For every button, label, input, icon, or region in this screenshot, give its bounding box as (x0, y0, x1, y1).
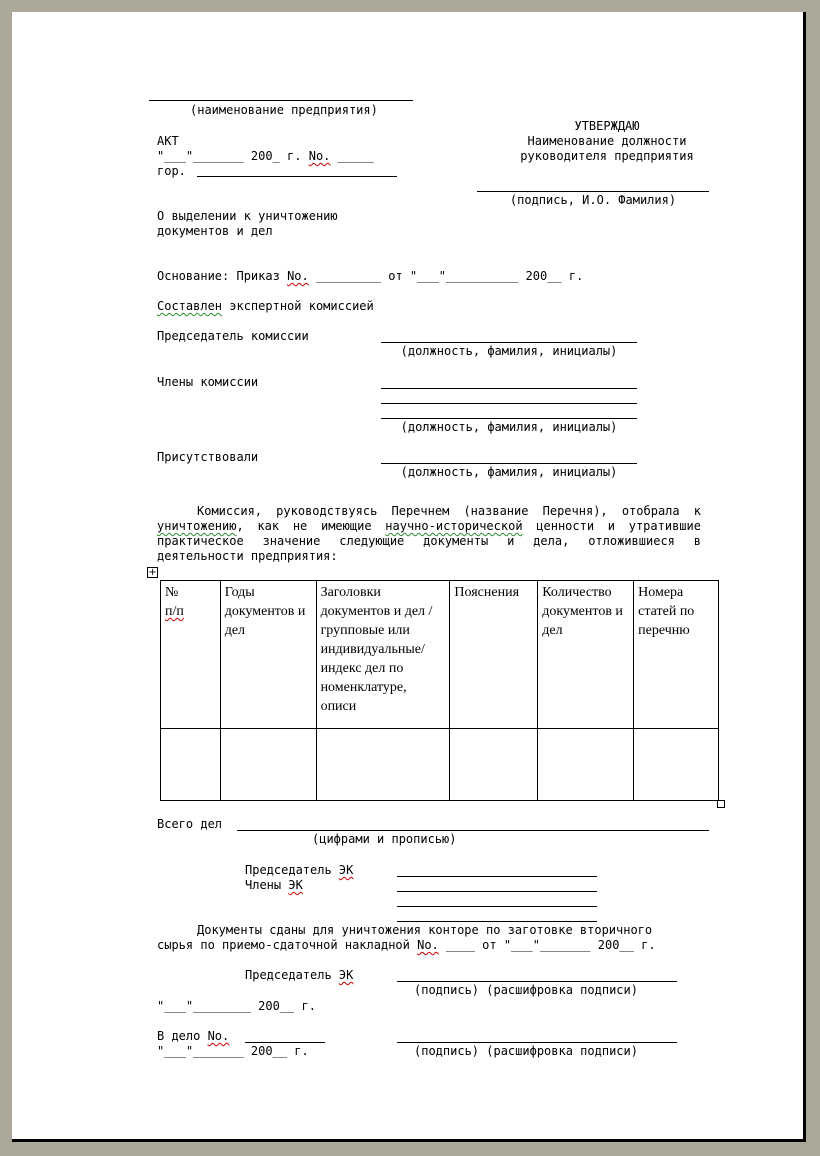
enterprise-name-line (149, 100, 413, 101)
table-resize-handle[interactable] (717, 800, 725, 808)
footer-signature-line (397, 1042, 677, 1043)
header-titles: Заголовки документов и дел /групповые или индивидуальные/ индекс дел по номенклатуре, описи (316, 581, 450, 729)
document-page (12, 12, 806, 1142)
header-number: № п/п (161, 581, 221, 729)
composed-line: Составлен экспертной комиссией (157, 299, 374, 313)
table-cell[interactable] (220, 729, 316, 801)
city-label: гор. (157, 164, 186, 178)
table-move-handle-icon[interactable]: + (148, 567, 157, 578)
footer-date-line: "___"_______ 200__ г. (157, 1044, 309, 1058)
table-cell[interactable] (450, 729, 538, 801)
documents-table (160, 580, 719, 801)
header-notes: Пояснения (450, 581, 538, 729)
table-cell[interactable] (316, 729, 450, 801)
transfer-date-line: "___"________ 200__ г. (157, 999, 316, 1013)
basis-line: Основание: Приказ No. _________ от "___"__________ 200__ г. (157, 269, 584, 283)
present-caption: (должность, фамилия, инициалы) (400, 465, 618, 479)
table-cell[interactable] (634, 729, 719, 801)
subject-line-2: документов и дел (157, 224, 273, 238)
act-label: АКТ (157, 134, 179, 148)
body-paragraph: Комиссия, руководствуясь Перечнем (название Перечня), отобрала к уничтожению, как не имеющие научно-исторической ценности и утратившие практическое значение следующие документы и дела, отложившиеся в деятельности предприятия: (157, 504, 701, 563)
act-date-line: "___"_______ 200_ г. No. _____ (157, 149, 374, 163)
approve-signature-caption: (подпись, И.О. Фамилия) (509, 193, 677, 207)
approve-position-2: руководителя предприятия (520, 149, 694, 163)
case-number-line (245, 1042, 325, 1043)
table-row (161, 729, 719, 801)
transfer-line-2: сырья по приемо-сдаточной накладной No. ____ от "___"_______ 200__ г. (157, 938, 656, 952)
transfer-line-1: Документы сданы для уничтожения конторе по заготовке вторичного (197, 923, 653, 937)
footer-signature-caption: (подпись) (расшифровка подписи) (414, 1044, 638, 1058)
city-line (197, 176, 397, 177)
ek-members-line-1 (397, 891, 597, 892)
header-article-numbers: Номера статей по перечню (634, 581, 719, 729)
chairman-label: Председатель комиссии (157, 329, 309, 343)
case-label: В дело No. (157, 1029, 230, 1043)
total-label: Всего дел (157, 817, 223, 831)
ek-chairman-label: Председатель ЭК (245, 863, 354, 877)
table-header-row (161, 581, 719, 729)
enterprise-caption: (наименование предприятия) (190, 103, 378, 117)
present-line (381, 463, 637, 464)
ek-chairman-line (397, 876, 597, 877)
present-label: Присутствовали (157, 450, 259, 464)
members-line-1 (381, 388, 637, 389)
header-years: Годы документов и дел (220, 581, 316, 729)
chairman-line (381, 342, 637, 343)
transfer-signature-caption: (подпись) (расшифровка подписи) (414, 983, 638, 997)
chairman-caption: (должность, фамилия, инициалы) (400, 344, 618, 358)
table-cell[interactable] (538, 729, 634, 801)
total-line (237, 830, 709, 831)
ek-members-line-3 (397, 921, 597, 922)
ek-members-line-2 (397, 906, 597, 907)
total-caption: (цифрами и прописью) (312, 832, 457, 846)
members-line-2 (381, 403, 637, 404)
subject-line-1: О выделении к уничтожению (157, 209, 338, 223)
members-caption: (должность, фамилия, инициалы) (400, 420, 618, 434)
transfer-chairman-line (397, 981, 677, 982)
ek-members-label: Члены ЭК (245, 878, 303, 892)
members-label: Члены комиссии (157, 375, 259, 389)
approve-signature-line (477, 191, 709, 192)
header-quantity: Количество документов и дел (538, 581, 634, 729)
table-cell[interactable] (161, 729, 221, 801)
approve-position-1: Наименование должности (527, 134, 687, 148)
approve-title: УТВЕРЖДАЮ (574, 119, 640, 133)
members-line-3 (381, 418, 637, 419)
transfer-chairman-label: Председатель ЭК (245, 968, 354, 982)
